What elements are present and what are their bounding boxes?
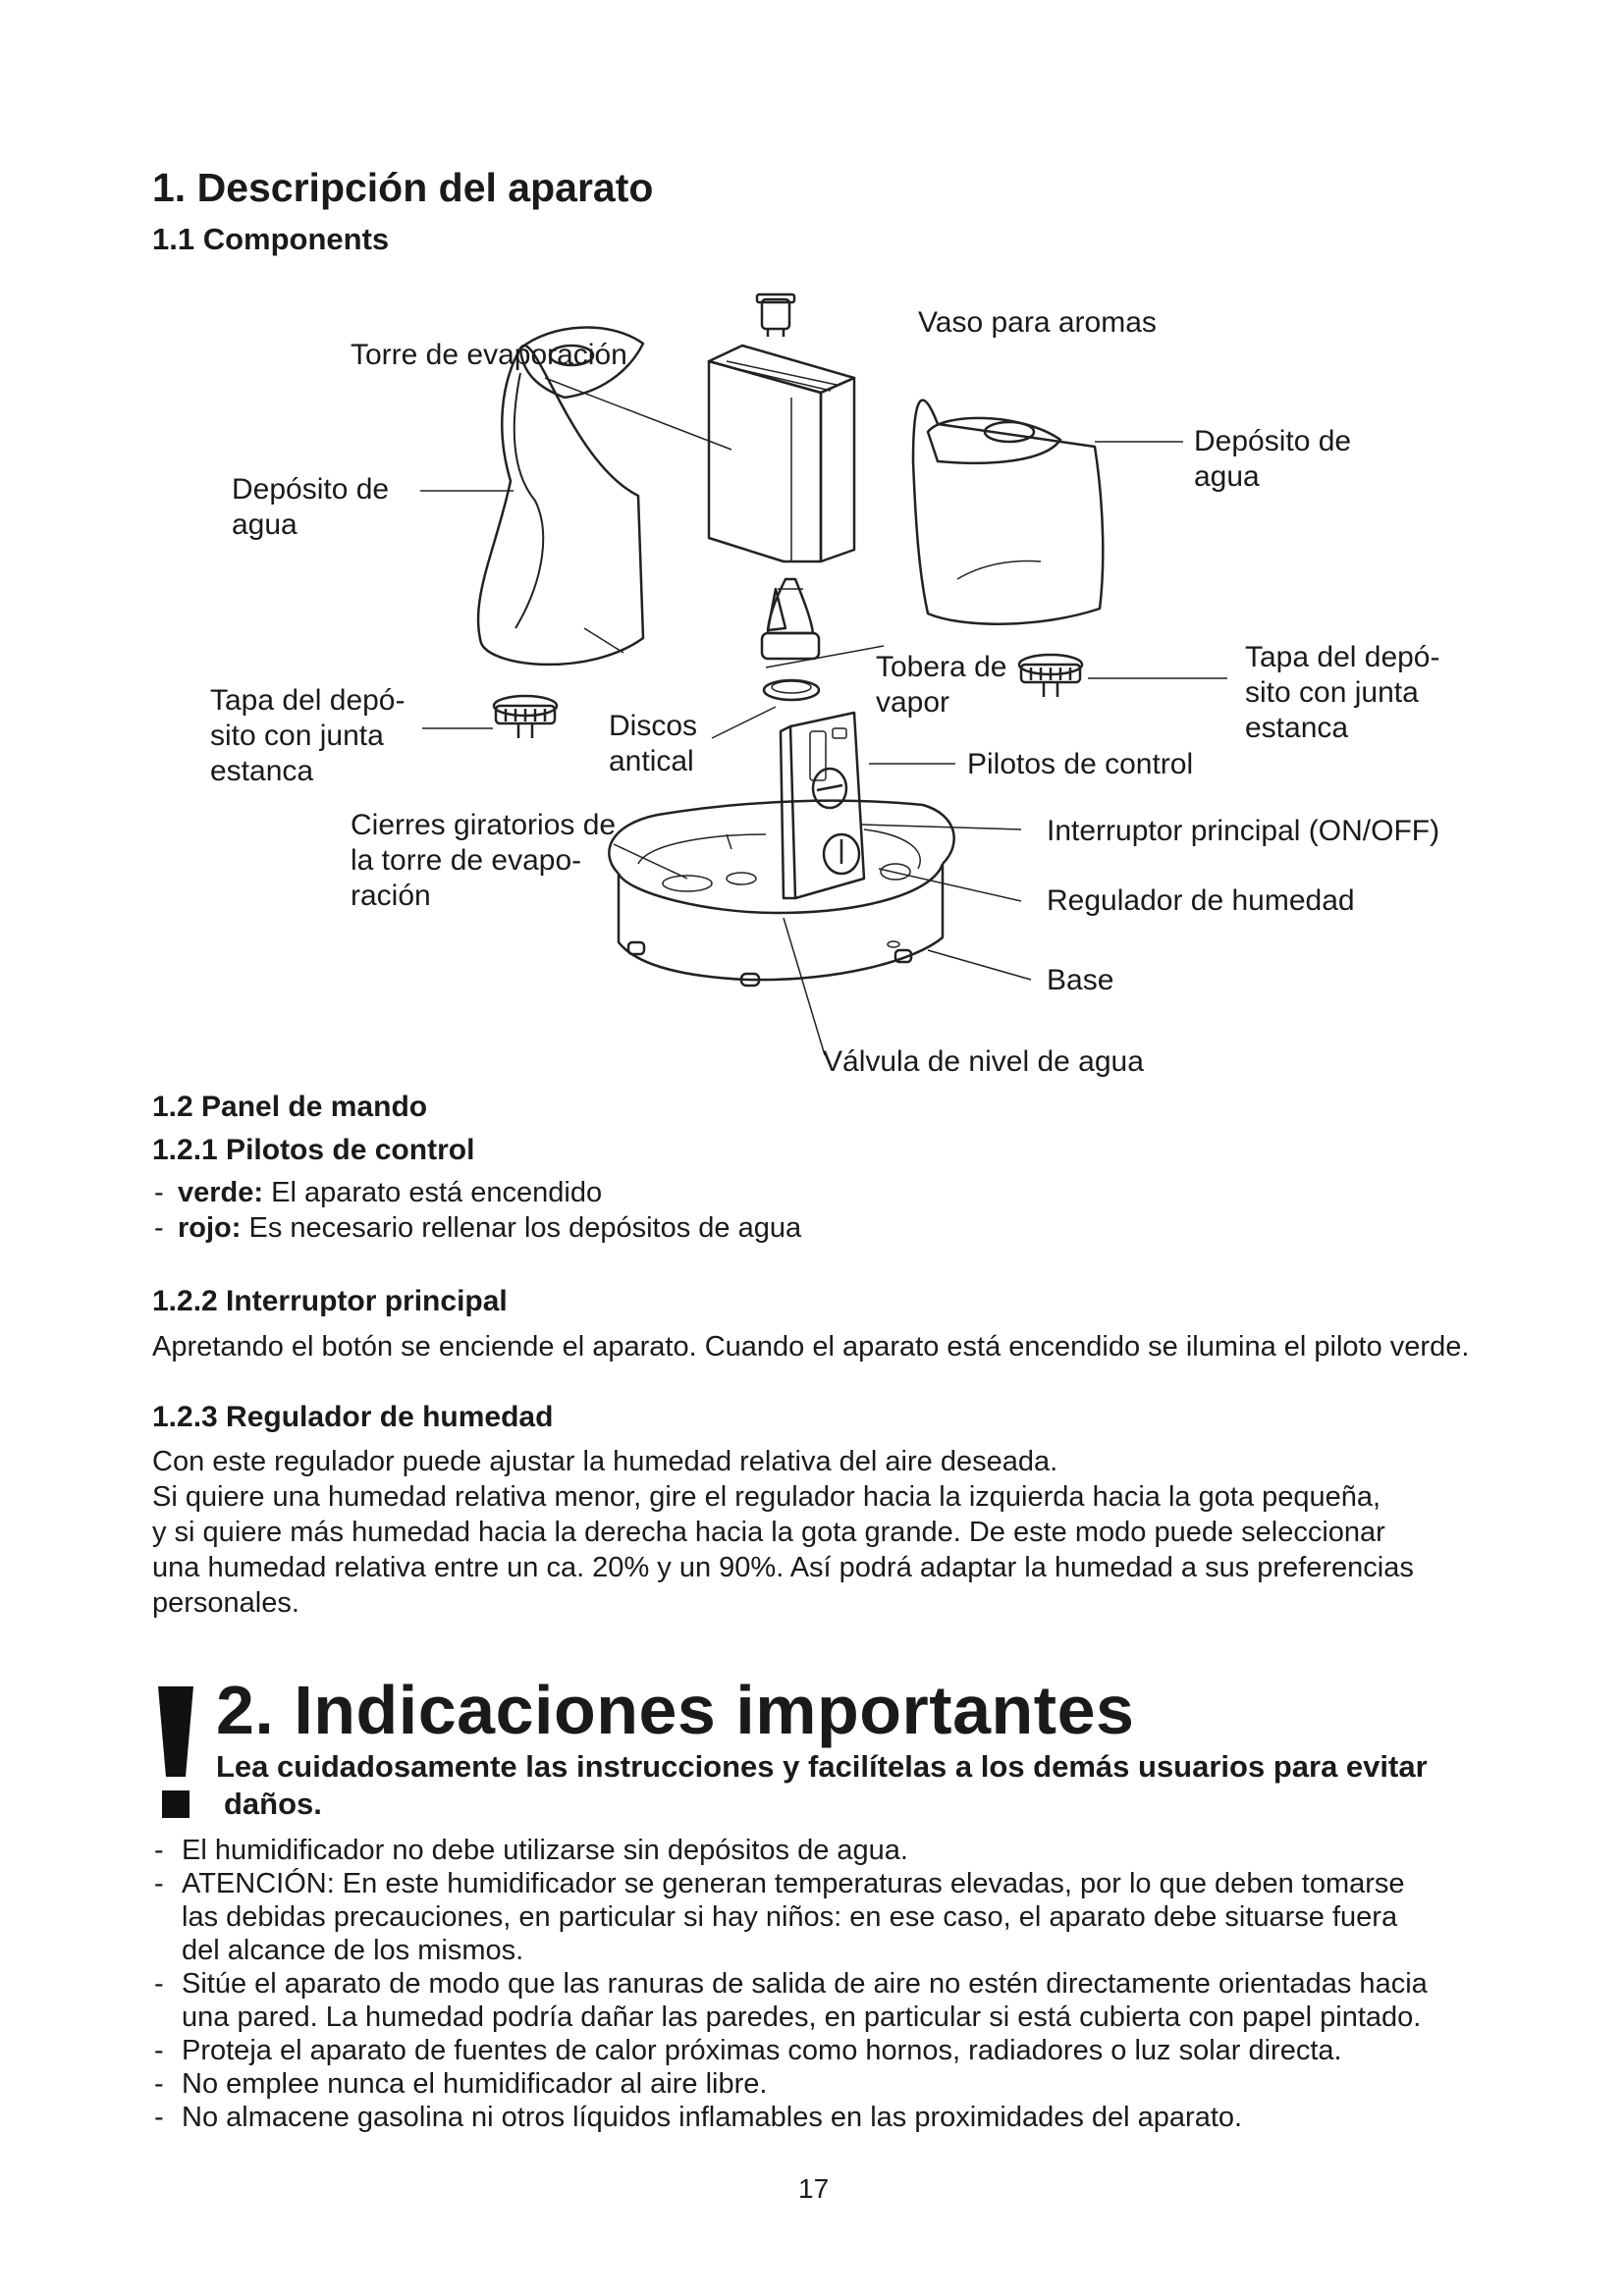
interruptor-principal-title: 1.2.2 Interruptor principal: [152, 1285, 508, 1317]
steam-nozzle-drawing: [762, 579, 819, 659]
label-deposito-agua-left: Depósito de agua: [232, 473, 390, 541]
anti-limescale-disc-drawing: [764, 680, 819, 700]
interruptor-principal-text: Apretando el botón se enciende el aparato. Cuando el aparato está encendido se ilumina el piloto verde.: [152, 1331, 1470, 1362]
list-item: - Sitúe el aparato de modo que las ranuras de salida de aire no estén directamente orientadas hacia una pared. La humedad podría dañar las paredes, en particular si está cubierta con papel pintado.: [152, 1967, 1527, 2034]
section-1-1-title: 1.1 Components: [152, 222, 390, 256]
pilotos-control-title: 1.2.1 Pilotos de control: [152, 1134, 475, 1166]
evaporation-tower-drawing: [709, 346, 854, 561]
right-tank-cap-drawing: [1019, 655, 1082, 697]
list-item: - rojo: Es necesario rellenar los depósitos de agua: [152, 1210, 1429, 1246]
label-pilotos-control: Pilotos de control: [967, 748, 1194, 780]
label-discos-antical: Discos antical: [609, 710, 698, 777]
left-water-tank-drawing: [478, 328, 643, 665]
diagram-leader-lines: [420, 378, 1227, 1055]
label-tapa-deposito-right: Tapa del depó- sito con junta estanca: [1245, 641, 1440, 744]
label-torre-evaporacion: Torre de evaporación: [351, 339, 627, 371]
label-interruptor-principal: Interruptor principal (ON/OFF): [1047, 815, 1440, 847]
label-regulador-humedad: Regulador de humedad: [1047, 884, 1355, 917]
label-valvula-nivel-agua: Válvula de nivel de agua: [823, 1045, 1144, 1078]
label-deposito-agua-right: Depósito de agua: [1194, 425, 1352, 493]
important-notes-list: [152, 1834, 1527, 2134]
list-item: - ATENCIÓN: En este humidificador se generan temperaturas elevadas, por lo que deben tomarse las debidas precauciones, en particular si hay niños: en ese caso, el aparato debe situarse fuera del alcance de los mismos.: [152, 1867, 1527, 1967]
list-item: - El humidificador no debe utilizarse sin depósitos de agua.: [152, 1834, 1527, 1867]
list-item: - No emplee nunca el humidificador al aire libre.: [152, 2067, 1527, 2101]
pilotos-list: [152, 1175, 1429, 1246]
warning-exclamation-icon: [154, 1686, 197, 1820]
panel-de-mando-title: 1.2 Panel de mando: [152, 1091, 428, 1123]
label-tapa-deposito-left: Tapa del depó- sito con junta estanca: [210, 684, 406, 787]
section-2-title: 2. Indicaciones importantes: [216, 1672, 1135, 1748]
label-vaso-aromas: Vaso para aromas: [918, 306, 1157, 339]
list-item: - No almacene gasolina ni otros líquidos inflamables en las proximidades del aparato.: [152, 2101, 1527, 2134]
label-tobera-vapor: Tobera de vapor: [876, 651, 1007, 719]
left-tank-cap-drawing: [494, 696, 557, 738]
regulador-humedad-title: 1.2.3 Regulador de humedad: [152, 1401, 554, 1433]
section-1-title: 1. Descripción del aparato: [152, 165, 654, 210]
label-base: Base: [1047, 964, 1114, 996]
right-water-tank-drawing: [913, 400, 1103, 624]
list-item: - verde: El aparato está encendido: [152, 1175, 1429, 1210]
aroma-cup-drawing: [757, 294, 794, 337]
list-item: - Proteja el aparato de fuentes de calor próximas como hornos, radiadores o luz solar directa.: [152, 2034, 1527, 2067]
control-panel-drawing: [781, 713, 864, 898]
page-number: 17: [798, 2173, 830, 2204]
label-cierres-giratorios: Cierres giratorios de la torre de evapo- ración: [351, 809, 617, 912]
regulador-humedad-text: Con este regulador puede ajustar la humedad relativa del aire deseada. Si quiere una humedad relativa menor, gire el regulador hacia la izquierda hacia la gota pequeña, y si quiere más humedad hacia la derecha hacia la gota grande. De este modo puede seleccionar una humedad relativa entre un ca. 20% y un 90%. Así podrá adaptar la humedad a sus preferencias personales.: [152, 1446, 1414, 1619]
warning-subtitle: Lea cuidadosamente las instrucciones y facilítelas a los demás usuarios para evitar daños.: [216, 1749, 1428, 1821]
